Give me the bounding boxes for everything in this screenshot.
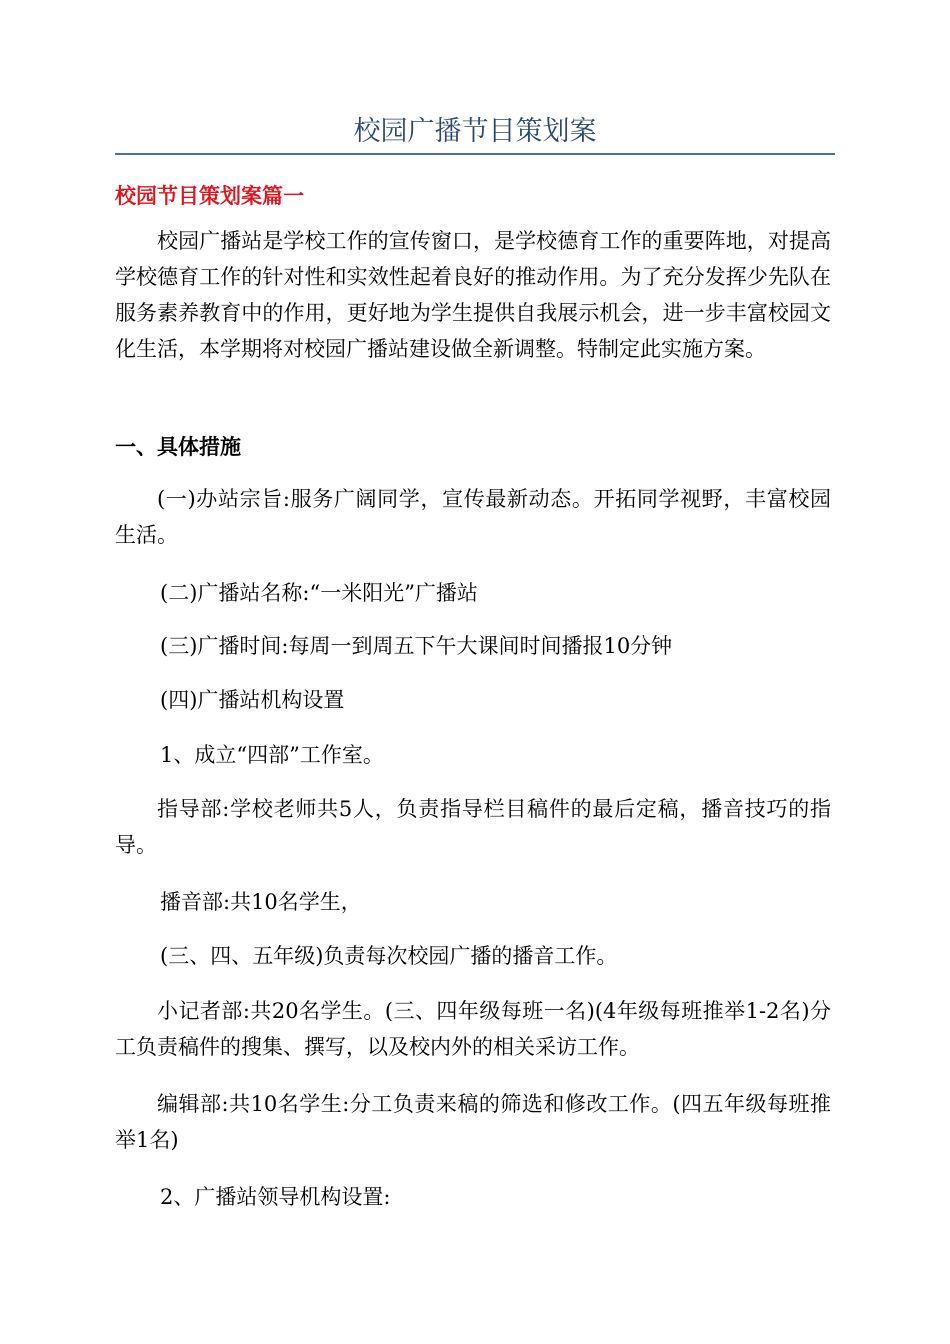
paragraph-purpose: (一)办站宗旨:服务广阔同学，宣传最新动态。开拓同学视野，丰富校园生活。 — [115, 487, 831, 547]
document-title: 校园广播节目策划案 — [353, 116, 597, 147]
paragraph-editing-dept: 编辑部:共10名学生:分工负责来稿的筛选和修改工作。(四五年级每班推举1名) — [115, 1092, 831, 1152]
paragraph-reporter-dept: 小记者部:共20名学生。(三、四年级每班一名)(4年级每班推举1-2名)分工负责稿件的搜集、撰写，以及校内外的相关采访工作。 — [115, 999, 831, 1059]
paragraph-broadcast-time: (三)广播时间:每周一到周五下午大课间时间播报10分钟 — [160, 634, 673, 658]
paragraph-guidance-dept: 指导部:学校老师共5人，负责指导栏目稿件的最后定稿，播音技巧的指导。 — [115, 797, 831, 857]
paragraph-organization: (四)广播站机构设置 — [160, 688, 345, 712]
title-underline — [115, 153, 835, 155]
heading-measures: 一、具体措施 — [115, 435, 241, 459]
paragraph-broadcast-dept: 播音部:共10名学生， — [160, 890, 362, 914]
paragraph-station-name: (二)广播站名称:“一米阳光”广播站 — [160, 581, 478, 605]
paragraph-four-departments: 1、成立“四部”工作室。 — [160, 743, 384, 767]
intro-paragraph: 校园广播站是学校工作的宣传窗口，是学校德育工作的重要阵地，对提高学校德育工作的针对性和实效性起着良好的推动作用。为了充分发挥少先队在服务素养教育中的作用，更好地为学生提供自我展示机会，进一步丰富校园文化生活，本学期将对校园广播站建设做全新调整。特制定此实施方案。 — [115, 229, 831, 361]
paragraph-broadcast-duty: (三、四、五年级)负责每次校园广播的播音工作。 — [160, 944, 618, 968]
paragraph-leadership: 2、广播站领导机构设置: — [160, 1185, 391, 1209]
section-heading: 校园节目策划案篇一 — [115, 184, 304, 208]
